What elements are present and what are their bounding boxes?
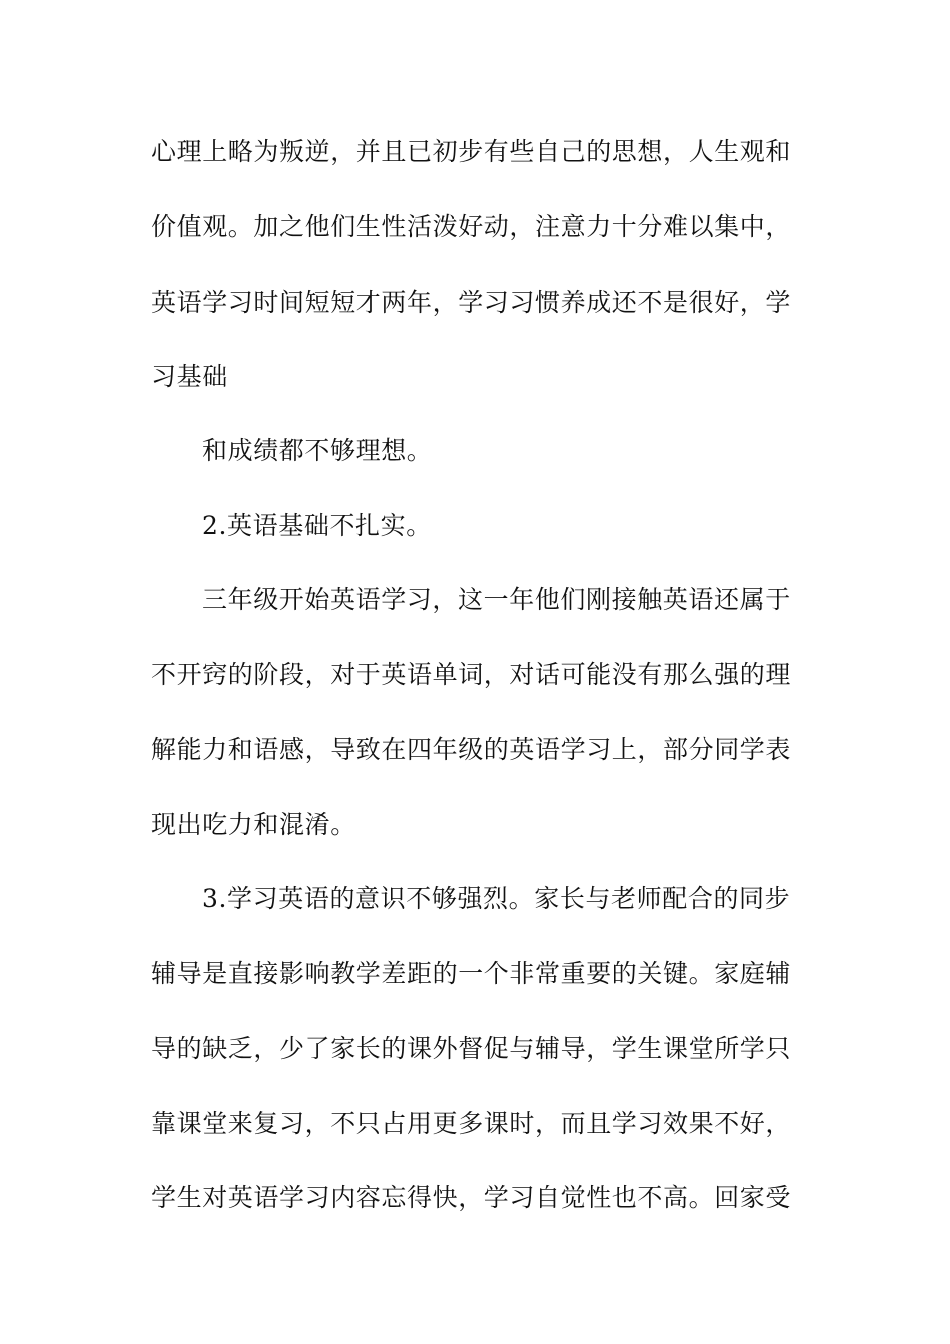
text-line: 英语学习时间短短才两年，学习习惯养成还不是很好，学 — [151, 288, 792, 317]
text-line: 不开窍的阶段，对于英语单词，对话可能没有那么强的理 — [151, 660, 792, 689]
text-line: 导的缺乏，少了家长的课外督促与辅导，学生课堂所学只 — [151, 1034, 792, 1063]
text-line: 习基础 — [151, 362, 228, 391]
text-line: 靠课堂来复习，不只占用更多课时，而且学习效果不好， — [151, 1109, 792, 1138]
text-line: 学生对英语学习内容忘得快，学习自觉性也不高。回家受 — [151, 1183, 792, 1212]
text-line: 辅导是直接影响教学差距的一个非常重要的关键。家庭辅 — [151, 959, 792, 988]
text-line: 解能力和语感，导致在四年级的英语学习上，部分同学表 — [151, 735, 792, 764]
text-line: 三年级开始英语学习，这一年他们刚接触英语还属于 — [202, 585, 791, 614]
text-line: 现出吃力和混淆。 — [151, 810, 356, 839]
section-heading: 2.英语基础不扎实。 — [202, 511, 432, 540]
text-line: 和成绩都不够理想。 — [202, 436, 433, 465]
text-line: 价值观。加之他们生性活泼好动，注意力十分难以集中， — [151, 212, 792, 241]
section-heading: 3.学习英语的意识不够强烈。家长与老师配合的同步 — [202, 884, 791, 913]
text-line: 心理上略为叛逆，并且已初步有些自己的思想，人生观和 — [151, 137, 792, 166]
